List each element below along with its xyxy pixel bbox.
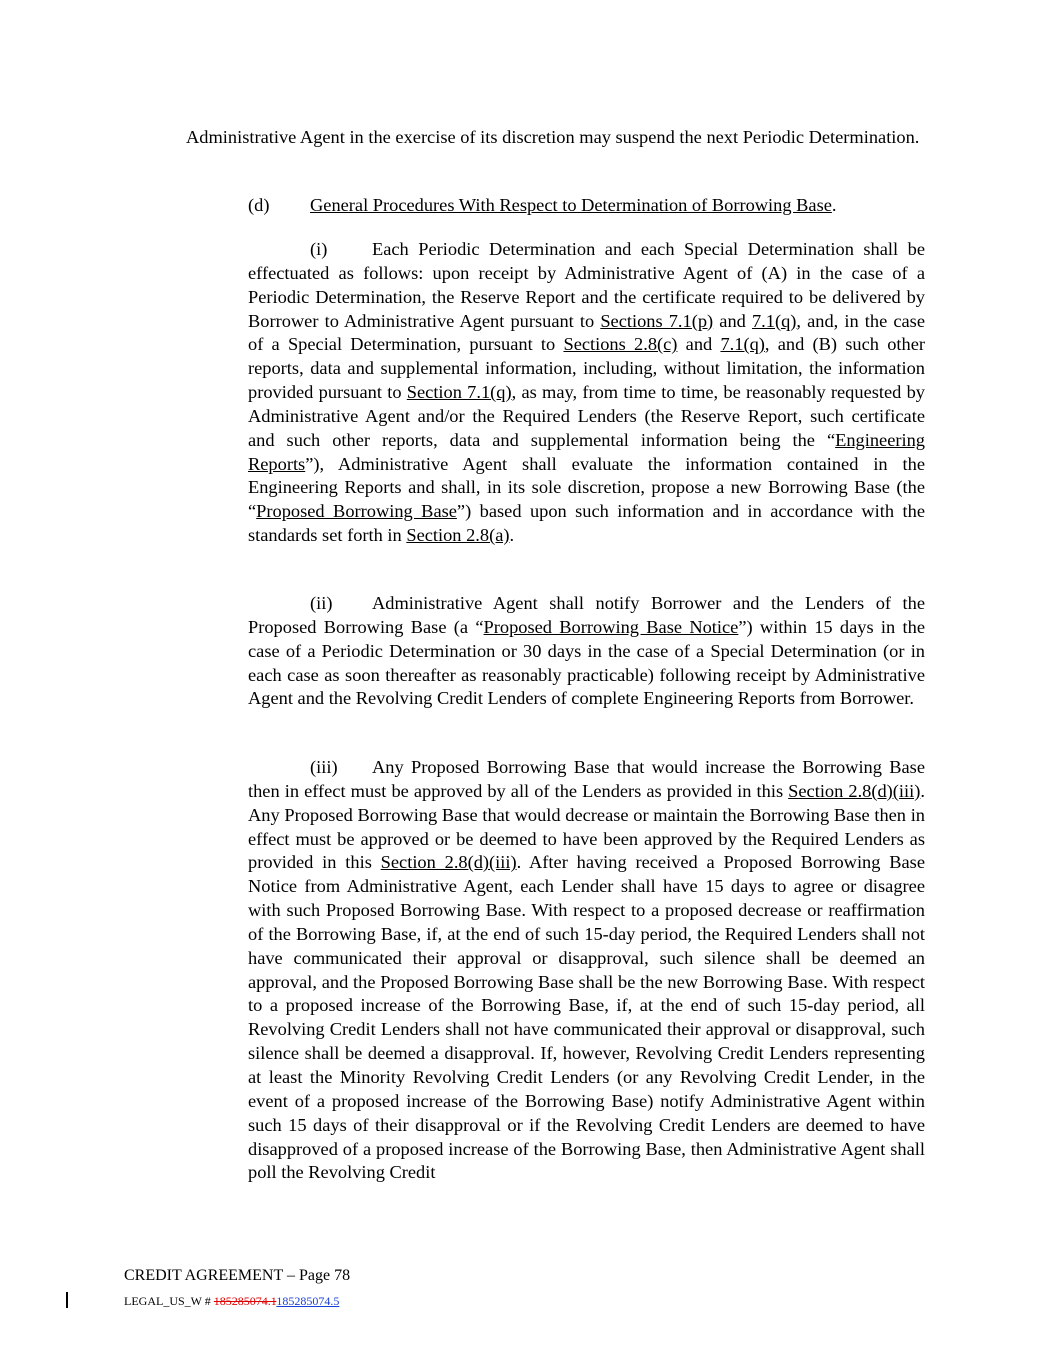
legal-prefix: LEGAL_US_W # [124,1294,214,1308]
paragraph-i-number: (i) [310,239,328,259]
paragraph-i-text: ”), Administrative Agent shall evaluate the information contained in the Engineering Reports and shall, in its sole discretion, propose a new Borrowing Base (the “ [248,453,925,522]
change-bar [66,1292,68,1308]
paragraph-iii-text: . After having received a Proposed Borrowing Base Notice from Administrative Agent, each Lender shall have 15 days to agree or disagree with such Proposed Borrowing Base. With respect to a proposed decrease or reaffirmation of the Borrowing Base, if, at the end of such 15-day period, the Required Lenders shall not have communicated their approval or disapproval, such silence shall be deemed an approval, and the Proposed Borrowing Base shall be the new Borrowing Base. With respect to a proposed increase of the Borrowing Base, if, at the end of such 15-day period, all Revolving Credit Lenders shall not have communicated their approval or disapproval, such silence shall be deemed a disapproval. If, however, Revolving Credit Lenders representing at least the Minority Revolving Credit Lenders (or any Revolving Credit Lender, in the event of a proposed increase of the Borrowing Base) notify Administrative Agent within such 15 days of their disapproval or if the Revolving Credit Lenders are deemed to have disapproved of a proposed increase of the Borrowing Base, then Administrative Agent shall poll the Revolving Credit [248,852,925,1183]
section-ref[interactable]: Section 2.8(d)(iii) [380,852,517,873]
section-ref[interactable]: Sections 7.1(p) [600,310,714,331]
paragraph-iii [248,756,925,1185]
paragraph-i-text: ”) based upon such information and in accordance with the standards set forth in [248,501,925,546]
paragraph-ii-text: Administrative Agent shall notify Borrower and the Lenders of the Proposed Borrowing Base (a “ [248,593,925,637]
footer-legal-id [124,1293,339,1309]
section-ref[interactable]: Section 2.8(a) [406,525,510,546]
paragraph-i-text: . [509,525,515,546]
section-d-heading [248,194,928,218]
paragraph-iii-number: (iii) [310,757,338,777]
section-ref[interactable]: 7.1(q) [720,334,765,355]
paragraph-i-text: and [677,334,721,355]
paragraph-i-text: , and, in the case of a Special Determination, pursuant to [248,310,926,355]
section-ref[interactable]: Sections 2.8(c) [563,334,678,355]
section-ref[interactable]: Section 7.1(q) [406,382,512,403]
paragraph-ii-number: (ii) [310,593,333,613]
defined-term: Proposed Borrowing Base Notice [483,616,739,637]
paragraph-iii-text: . Any Proposed Borrowing Base that would decrease or maintain the Borrowing Base then in effect must be approved or be deemed to have been approved by the Required Lenders as provided in this [248,780,925,873]
paragraph-i-text: , as may, from time to time, be reasonably requested by Administrative Agent and/or the Required Lenders (the Reserve Report, such certificate and such other reports, data and supplemental information being the “ [248,382,925,450]
section-d-title: General Procedures With Respect to Determination of Borrowing Base [310,195,832,215]
section-d-number: (d) [248,195,270,215]
section-ref[interactable]: 7.1(q) [751,310,797,331]
deleted-doc-id: 185285074.1 [213,1294,277,1308]
footer-page-title: CREDIT AGREEMENT – Page 78 [124,1267,351,1284]
paragraph-i-text: , and (B) such other reports, data and supplemental information, including, without limitation, the information provided pursuant to [248,334,925,403]
paragraph-ii-text: ”) within 15 days in the case of a Periodic Determination or 30 days in the case of a Special Determination (or in each case as soon thereafter as reasonably practicable) following receipt by Administrative Agent and the Revolving Credit Lenders of complete Engineering Reports from Borrower. [248,616,925,709]
paragraph-ii [248,592,925,711]
section-d-period: . [831,195,837,215]
paragraph-i [248,238,925,548]
inserted-doc-id[interactable]: 185285074.5 [276,1294,340,1308]
paragraph-i-text: Each Periodic Determination and each Special Determination shall be effectuated as follows: upon receipt by Administrative Agent of (A) in the case of a Periodic Determination, the Reserve Report and the certificate required to be delivered by Borrower to Administrative Agent pursuant to [248,239,925,331]
paragraph-i-text: and [713,310,752,331]
paragraph-iii-text: Any Proposed Borrowing Base that would increase the Borrowing Base then in effect must be approved by all of the Lenders as provided in this [248,757,925,801]
defined-term: Engineering Reports [248,429,925,474]
section-ref[interactable]: Section 2.8(d)(iii) [788,780,921,801]
defined-term: Proposed Borrowing Base [256,501,457,522]
intro-paragraph: Administrative Agent in the exercise of its discretion may suspend the next Periodic Determination. [186,127,920,147]
